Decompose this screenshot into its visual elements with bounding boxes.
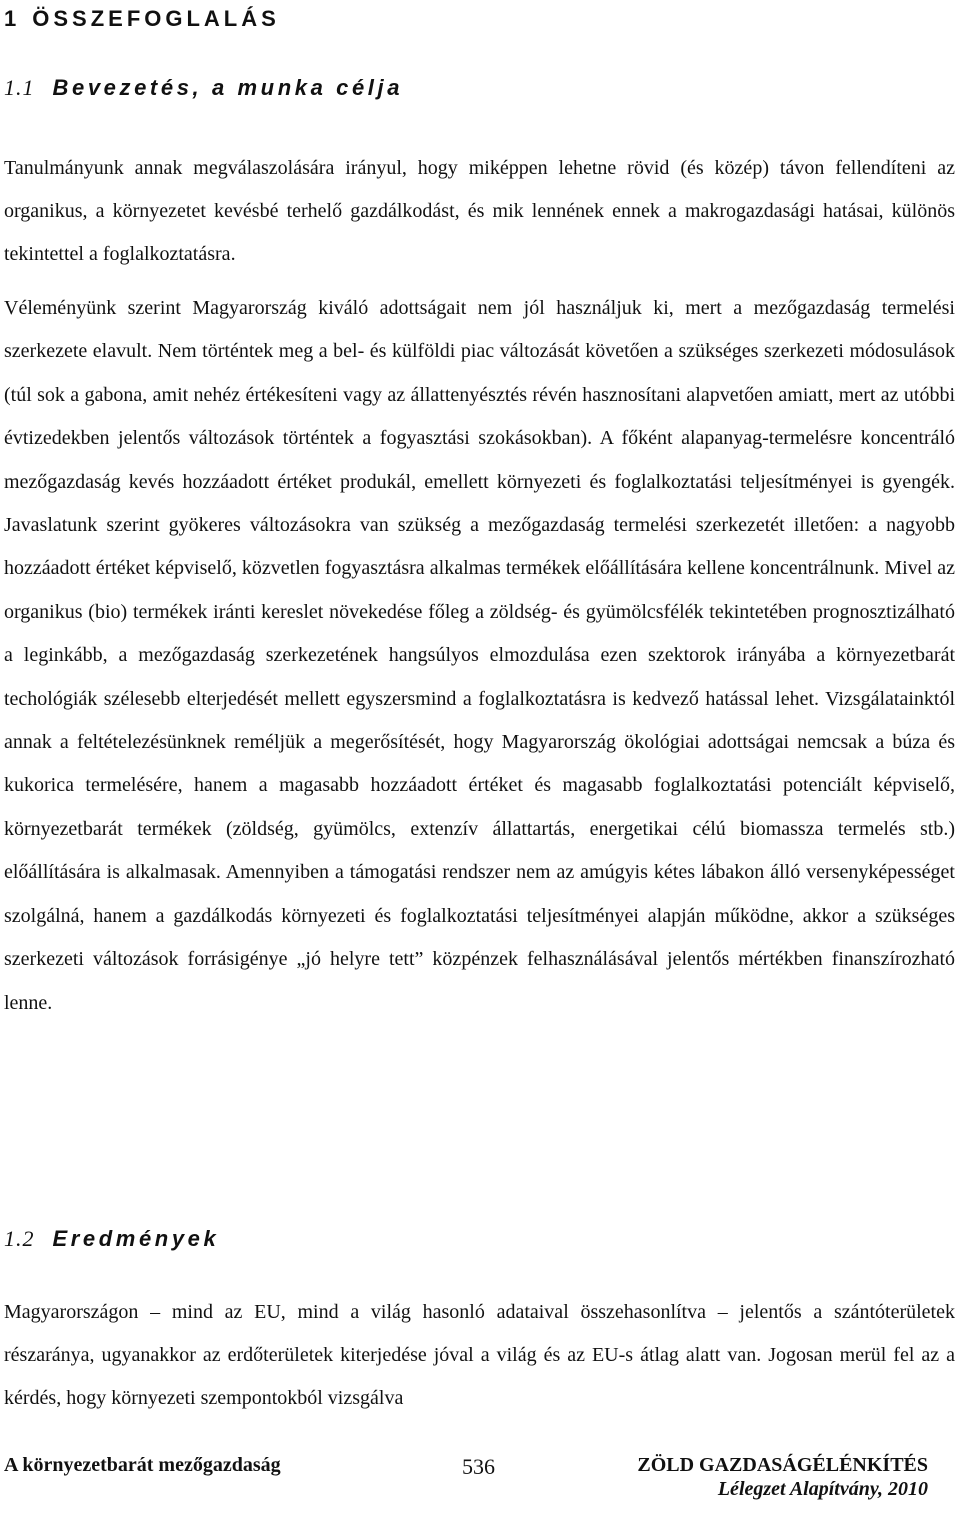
section-number: 1.1: [4, 75, 35, 100]
page-number: 536: [462, 1454, 495, 1479]
chapter-heading: [4, 6, 280, 32]
section-title: Eredmények: [52, 1226, 220, 1251]
paragraph-intro: Tanulmányunk annak megválaszolására irányul, hogy miképpen lehetne rövid (és közép) távon fellendíteni az organikus, a környezetet kevésbé terhelő gazdálkodást, és mik lennének ennek a makrogazdasági hatásai, különös tekintettel a foglalkoztatásra.: [4, 157, 955, 265]
paragraph-opinion: Véleményünk szerint Magyarország kiváló adottságait nem jól használjuk ki, mert a mezőgazdaság termelési szerkezete elavult. Nem történtek meg a bel- és külföldi piac változását követően a szükséges szerkezeti módosulások (túl sok a gabona, amit nehéz értékesíteni vagy az állattenyésztés révén hasznosítani alapvetően amiatt, mert az utóbbi évtizedekben jelentős változások történtek a fogyasztási szokásokban). A főként alapanyag-termelésre koncentráló mezőgazdaság kevés hozzáadott értéket produkál, emellett környezeti és foglalkoztatási teljesítményei is gyengék. Javaslatunk szerint gyökeres változásokra van szükség a mezőgazdaság termelési szerkezetét illetően: a nagyobb hozzáadott értéket képviselő, közvetlen fogyasztásra alkalmas termékek előállítására kellene koncentrálnunk. Mivel az organikus (bio) termékek iránti kereslet növekedése főleg a zöldség- és gyümölcsfélék tekintetében prognosztizálható a leginkább, a mezőgazdaság szerkezetének hangsúlyos elmozdulása ezen szektorok irányába a környezetbarát techológiák szélesebb elterjedését mellett egyszersmind a foglalkoztatásra is kedvező hatással lehet. Vizsgálatainktól annak a feltételezésünknek reméljük a megerősítését, hogy Magyarország ökológiai adottságai nemcsak a búza és kukorica termelésére, hanem a magasabb hozzáadott értéket és magasabb foglalkoztatási potenciált képviselő, környezetbarát termékek (zöldség, gyümölcs, extenzív állattartás, energetikai célú biomassza termelés stb.) előállítására is alkalmasak. Amennyiben a támogatási rendszer nem az amúgyis kétes lábakon álló versenyképességet szolgálná, hanem a gazdálkodás környezeti és foglalkoztatási teljesítményei alapján működne, akkor a szükséges szerkezeti változások forrásigénye „jó helyre tett” közpénzek felhasználásával jelentős mértékben finanszírozható lenne.: [4, 297, 955, 1014]
footer-project-title: ZÖLD GAZDASÁGÉLÉNKÍTÉS: [637, 1454, 928, 1476]
section-number: 1.2: [4, 1226, 35, 1251]
section-title: Bevezetés, a munka célja: [52, 75, 404, 100]
section-heading-results: [4, 1226, 219, 1252]
page-footer: [0, 1448, 960, 1537]
footer-publisher: Lélegzet Alapítvány, 2010: [717, 1478, 928, 1500]
chapter-number: 1: [4, 6, 21, 31]
footer-book-title: A környezetbarát mezőgazdaság: [4, 1454, 281, 1476]
section-heading-intro: [4, 75, 403, 101]
paragraph-results: Magyarországon – mind az EU, mind a világ hasonló adataival összehasonlítva – jelentős a szántóterületek részaránya, ugyanakkor az erdőterületek kiterjedése jóval a világ és az EU-s átlag alatt van. Jogosan merül fel az a kérdés, hogy környezeti szempontokból vizsgálva: [4, 1301, 955, 1409]
chapter-title: ÖSSZEFOGLALÁS: [32, 6, 280, 31]
